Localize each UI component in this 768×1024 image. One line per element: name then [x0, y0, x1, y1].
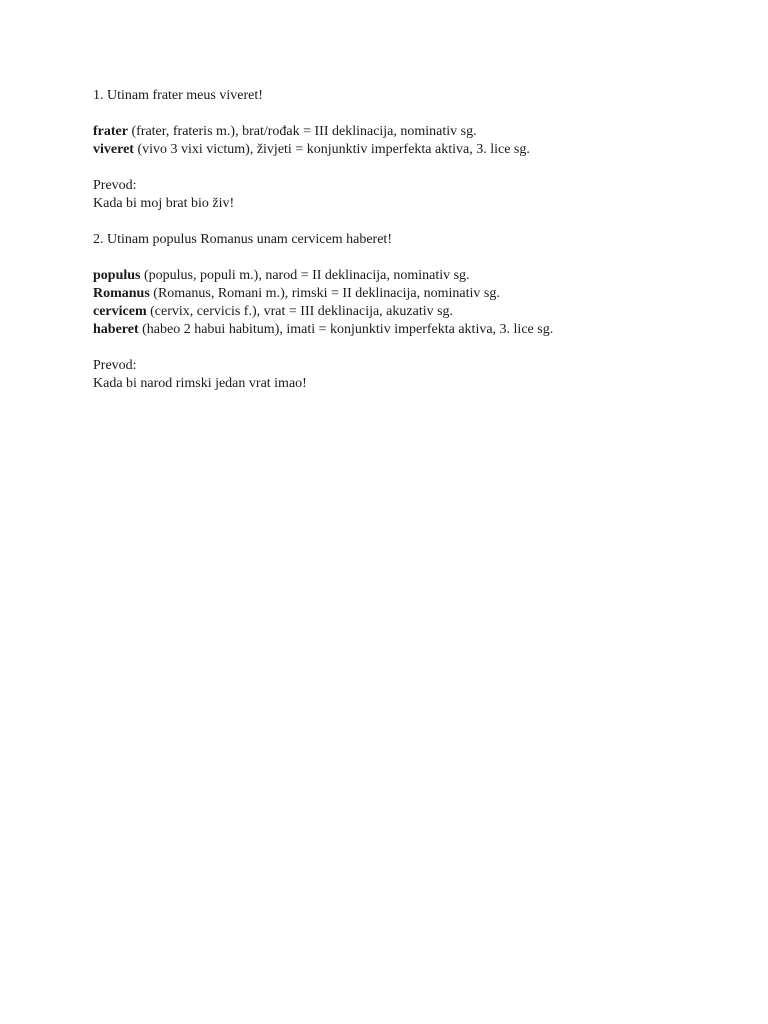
- latin-term: cervicem: [93, 304, 147, 319]
- word-gloss: (frater, frateris m.), brat/rođak = III deklinacija, nominativ sg.: [127, 124, 477, 139]
- spacer: [93, 339, 733, 357]
- latin-term: haberet: [93, 322, 139, 337]
- word-analysis-romanus: [93, 285, 733, 303]
- word-gloss: (cervix, cervicis f.), vrat = III deklinacija, akuzativ sg.: [146, 304, 454, 319]
- word-analysis-frater: [93, 123, 733, 141]
- translation-label-1: Prevod:: [93, 178, 137, 193]
- word-gloss: (Romanus, Romani m.), rimski = II deklinacija, nominativ sg.: [149, 286, 500, 301]
- spacer: [93, 105, 733, 123]
- word-analysis-viveret: [93, 141, 733, 159]
- spacer: [93, 213, 733, 231]
- spacer: [93, 159, 733, 177]
- word-gloss: (vivo 3 vixi victum), živjeti = konjunktiv imperfekta aktiva, 3. lice sg.: [133, 142, 530, 157]
- word-gloss: (habeo 2 habui habitum), imati = konjunktiv imperfekta aktiva, 3. lice sg.: [138, 322, 554, 337]
- word-gloss: (populus, populi m.), narod = II deklinacija, nominativ sg.: [140, 268, 470, 283]
- latin-term: frater: [93, 124, 128, 139]
- translation-label-2: Prevod:: [93, 358, 137, 373]
- word-analysis-haberet: [93, 321, 733, 339]
- word-analysis-populus: [93, 267, 733, 285]
- latin-term: viveret: [93, 142, 134, 157]
- latin-term: Romanus: [93, 286, 150, 301]
- translation-1: Kada bi moj brat bio živ!: [93, 196, 235, 211]
- sentence-2-heading: 2. Utinam populus Romanus unam cervicem haberet!: [93, 232, 392, 247]
- document-page: [93, 87, 733, 393]
- latin-term: populus: [93, 268, 141, 283]
- word-analysis-cervicem: [93, 303, 733, 321]
- spacer: [93, 249, 733, 267]
- sentence-1-heading: 1. Utinam frater meus viveret!: [93, 88, 263, 103]
- translation-2: Kada bi narod rimski jedan vrat imao!: [93, 376, 307, 391]
